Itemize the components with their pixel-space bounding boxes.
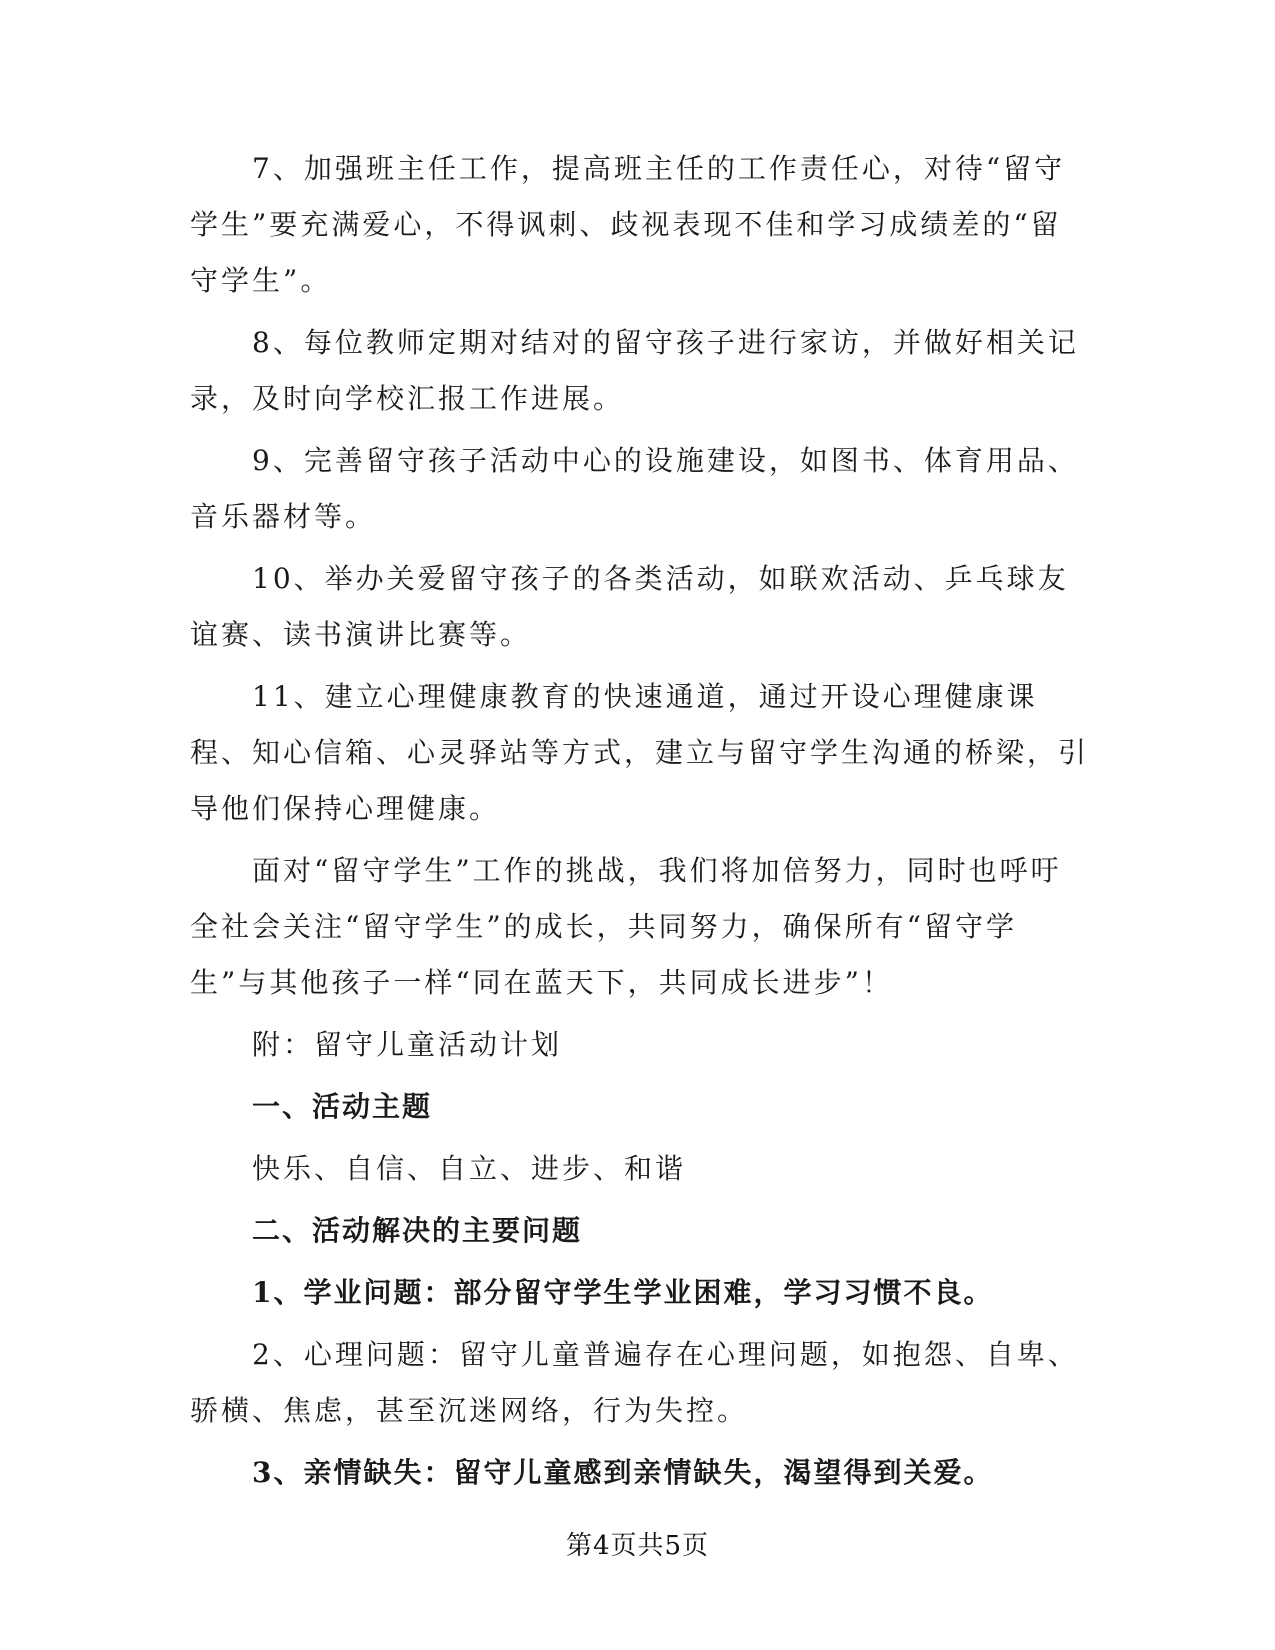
problem-item-psychological: 2、心理问题：留守儿童普遍存在心理问题，如抱怨、自卑、骄横、焦虑，甚至沉迷网络，行为失控。 [190,1338,1079,1427]
problem-item-family: 3、亲情缺失：留守儿童感到亲情缺失，渴望得到关爱。 [252,1456,994,1489]
document-body [190,141,1090,1507]
appendix-title: 附：留守儿童活动计划 [252,1028,563,1061]
problem-item-academic: 1、学业问题：部分留守学生学业困难，学习习惯不良。 [252,1276,994,1309]
page-number-footer: 第4页共5页 [565,1531,710,1561]
paragraph-item-7: 7、加强班主任工作，提高班主任的工作责任心，对待“留守学生”要充满爱心，不得讽刺、歧视表现不佳和学习成绩差的“留守学生”。 [190,152,1066,297]
section-heading-problems: 二、活动解决的主要问题 [252,1214,583,1247]
theme-text: 快乐、自信、自立、进步、和谐 [252,1152,687,1185]
section-heading-theme: 一、活动主题 [252,1090,433,1123]
paragraph-item-10: 10、举办关爱留守孩子的各类活动，如联欢活动、乒乓球友谊赛、读书演讲比赛等。 [190,562,1069,651]
closing-paragraph: 面对“留守学生”工作的挑战，我们将加倍努力，同时也呼吁全社会关注“留守学生”的成长，共同努力，确保所有“留守学生”与其他孩子一样“同在蓝天下，共同成长进步”！ [190,854,1062,999]
paragraph-item-9: 9、完善留守孩子活动中心的设施建设，如图书、体育用品、音乐器材等。 [190,444,1079,533]
paragraph-item-8: 8、每位教师定期对结对的留守孩子进行家访，并做好相关记录，及时向学校汇报工作进展。 [190,326,1079,415]
paragraph-item-11: 11、建立心理健康教育的快速通道，通过开设心理健康课程、知心信箱、心灵驿站等方式，建立与留守学生沟通的桥梁，引导他们保持心理健康。 [190,680,1090,825]
